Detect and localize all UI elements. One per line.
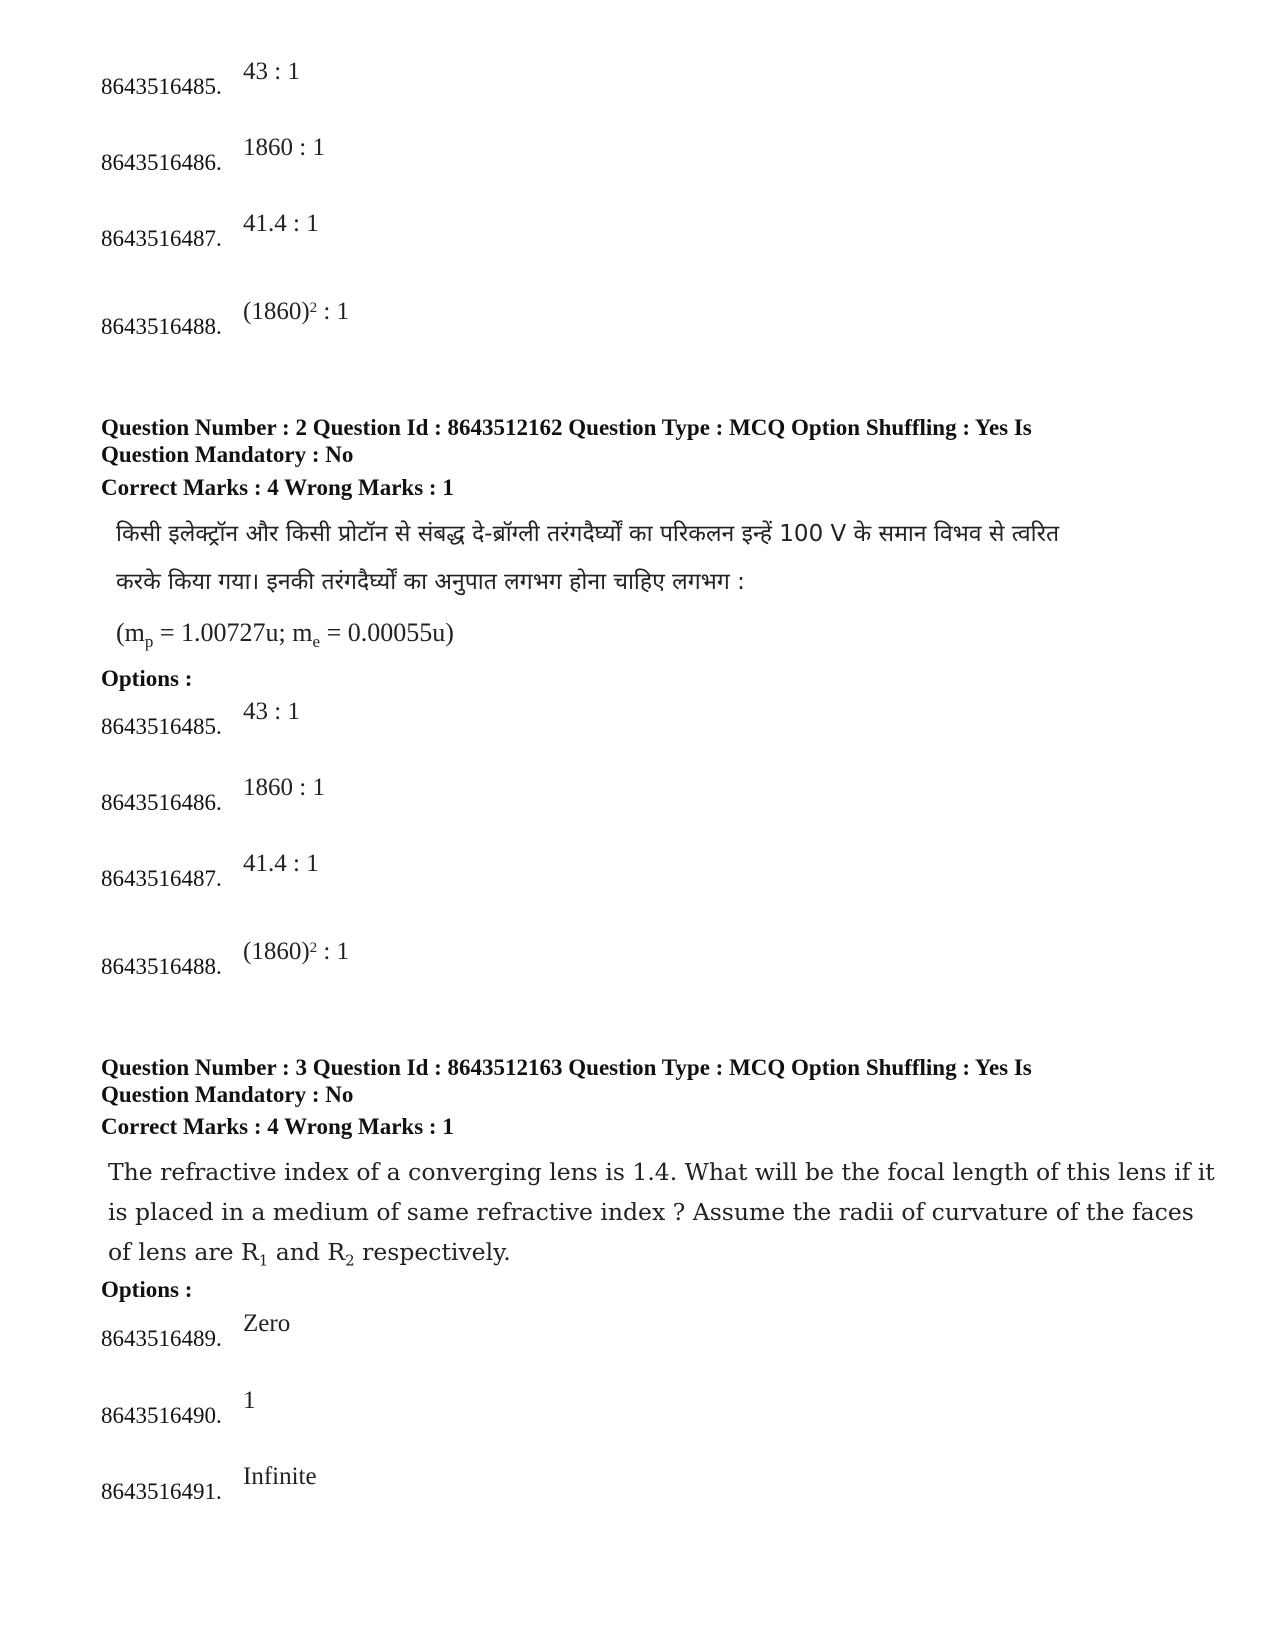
option-text: $(1860)^2$ : 1 — [243, 298, 350, 325]
option-id: 8643516486. — [101, 790, 222, 815]
option-id: 8643516489. — [101, 1326, 222, 1351]
question-formula: ($m_p = 1.00727u$; $m_e = 0.00055u$) — [116, 618, 454, 652]
option-item — [101, 211, 1201, 251]
option-id: 8643516486. — [101, 150, 222, 175]
option-text: Zero — [243, 1310, 291, 1337]
option-text: Infinite — [243, 1463, 317, 1490]
options-label: Options : — [101, 1277, 193, 1302]
option-item — [101, 939, 1201, 979]
option-id: 8643516485. — [101, 714, 222, 739]
question-marks: Correct Marks : 4 Wrong Marks : 1 — [101, 475, 454, 500]
option-text: 41.4 : 1 — [243, 850, 319, 877]
option-item — [101, 1311, 1201, 1351]
option-text: $(1860)^2$ : 1 — [243, 938, 350, 965]
option-item — [101, 699, 1201, 739]
option-id: 8643516491. — [101, 1479, 222, 1504]
option-text: 1860 : 1 — [243, 774, 325, 801]
question-header-line: Question Number : 2 Question Id : 8643512162 Question Type : MCQ Option Shuffling : Yes Is — [101, 415, 1032, 440]
option-item — [101, 299, 1201, 339]
option-text: 43 : 1 — [243, 698, 300, 725]
option-id: 8643516490. — [101, 1403, 222, 1428]
option-item — [101, 1464, 1201, 1504]
option-item — [101, 1388, 1201, 1428]
question-text: The refractive index of a converging lens is 1.4. What will be the focal length of this lens if it is placed in a medium of same refractive index ? Assume the radii of curvature of the faces of lens are $R_1$ and $R_2$ respectively. — [108, 1158, 1215, 1270]
option-item — [101, 135, 1201, 175]
option-text: 1 — [243, 1387, 256, 1414]
question-header-line: Question Mandatory : No — [101, 442, 354, 467]
question-header-line: Question Number : 3 Question Id : 8643512163 Question Type : MCQ Option Shuffling : Yes Is — [101, 1055, 1032, 1080]
option-id: 8643516488. — [101, 314, 222, 339]
options-label: Options : — [101, 666, 193, 691]
option-id: 8643516487. — [101, 226, 222, 251]
option-id: 8643516488. — [101, 954, 222, 979]
option-item — [101, 59, 1201, 99]
question-header — [101, 1054, 1221, 1108]
question-marks: Correct Marks : 4 Wrong Marks : 1 — [101, 1114, 454, 1139]
question-text: किसी इलेक्ट्रॉन और किसी प्रोटॉन से संबद्ध दे-ब्रॉग्ली तरंगदैर्घ्यों का परिकलन इन्हें 100 V के समान विभव से त्वरित करके किया गया। इनकी तरंगदैर्घ्यों का अनुपात लगभग होना चाहिए लगभग : — [116, 521, 1060, 595]
option-id: 8643516487. — [101, 866, 222, 891]
option-text: 43 : 1 — [243, 58, 300, 85]
option-item — [101, 775, 1201, 815]
question-header-line: Question Mandatory : No — [101, 1082, 354, 1107]
option-text: 1860 : 1 — [243, 134, 325, 161]
question-header — [101, 414, 1221, 468]
option-text: 41.4 : 1 — [243, 210, 319, 237]
option-id: 8643516485. — [101, 74, 222, 99]
option-item — [101, 851, 1201, 891]
